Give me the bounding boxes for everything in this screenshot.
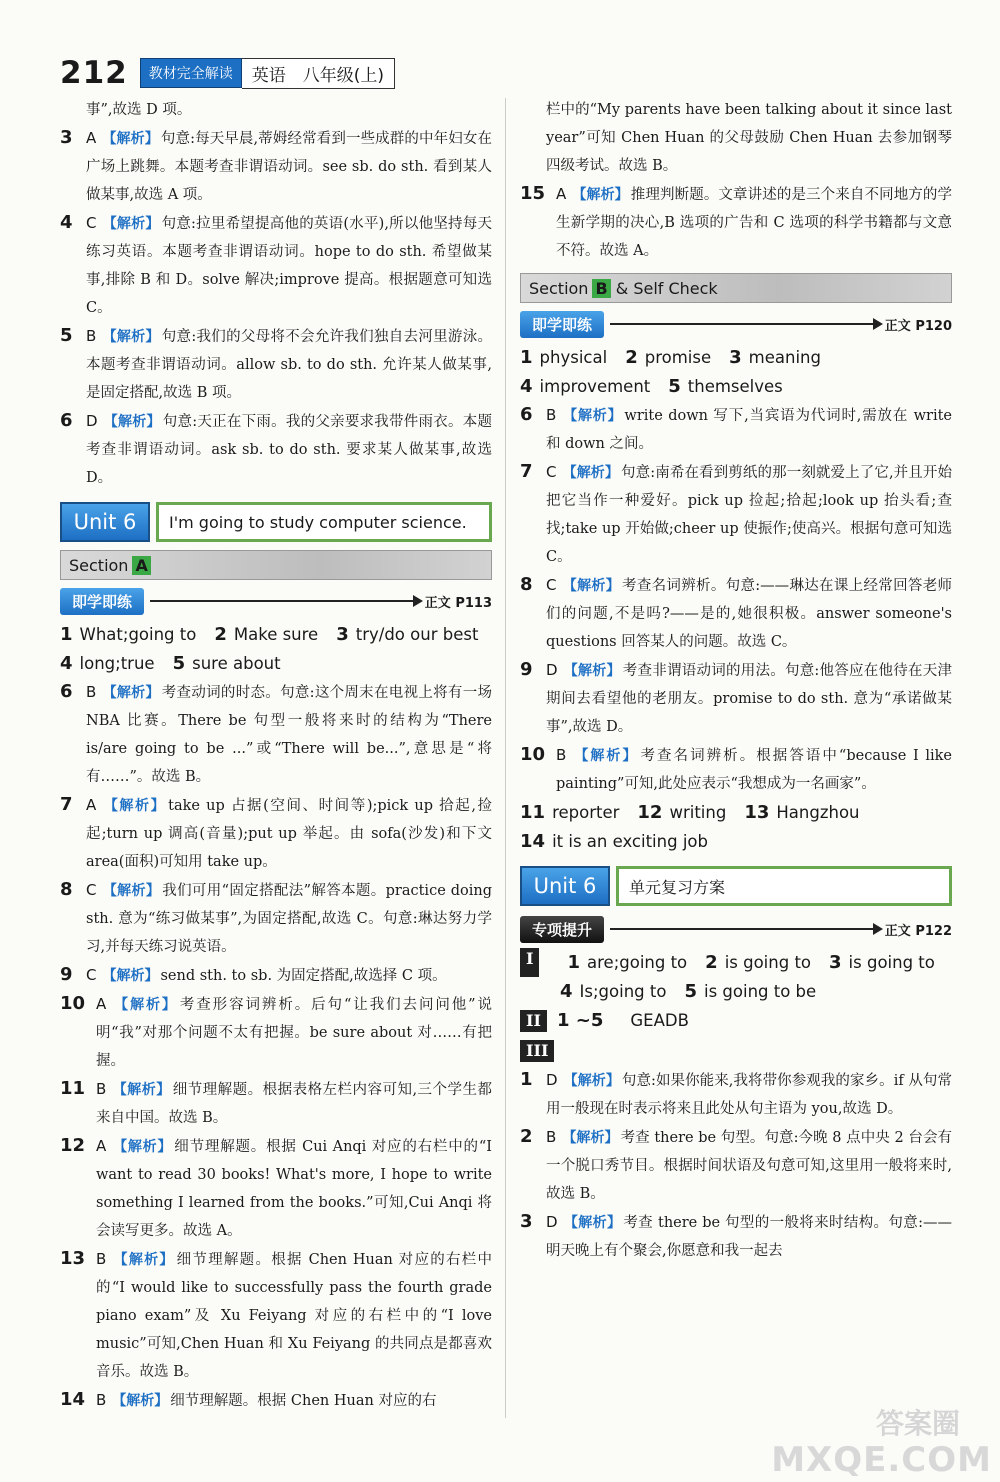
answer-item xyxy=(60,1132,492,1245)
item-answer: C xyxy=(546,463,557,481)
analysis-tag: 【解析】 xyxy=(102,216,160,232)
fill-answer: 3 meaning xyxy=(729,347,821,368)
answer-item xyxy=(60,1245,492,1386)
fill-answer: 4 improvement xyxy=(520,376,651,397)
analysis-tag: 【解析】 xyxy=(112,1252,175,1268)
answer-row xyxy=(520,343,952,372)
analysis-tag: 【解析】 xyxy=(572,748,639,764)
answer-list xyxy=(60,124,492,492)
item-number: 6 xyxy=(520,404,533,425)
item-number: 8 xyxy=(520,574,533,595)
answer-row xyxy=(520,827,952,856)
arrow-icon xyxy=(150,600,421,602)
analysis-tag: 【解析】 xyxy=(112,997,178,1013)
item-answer: D xyxy=(86,412,98,430)
fill-answer: 2 promise xyxy=(625,347,712,368)
answer-item xyxy=(520,458,952,571)
item-number: 10 xyxy=(520,744,546,765)
page-header xyxy=(60,56,395,90)
fill-answer: 3 try/do our best xyxy=(336,624,479,645)
unit-badge: Unit 6 xyxy=(520,866,610,906)
item-number: 9 xyxy=(60,964,73,985)
section-letter: A xyxy=(132,556,150,575)
fill-answer: 12 writing xyxy=(637,802,727,823)
item-explanation: 细节理解题。根据表格左栏内容可知,三个学生都来自中国。故选 B。 xyxy=(96,1082,492,1126)
item-explanation: 我们可用“固定搭配法”解答本题。practice doing sth. 意为“练习做某事”,为固定搭配,故选 C。句意:琳达努力学习,并每天练习说英语。 xyxy=(86,883,492,955)
item-answer: B xyxy=(546,1128,557,1146)
answer-item xyxy=(60,961,492,990)
item-answer: B xyxy=(556,746,567,764)
right-column xyxy=(520,96,952,1265)
fill-answer: 1 physical xyxy=(520,347,608,368)
part-three xyxy=(520,1036,952,1066)
item-number: 14 xyxy=(60,1389,86,1410)
practice-bar xyxy=(60,586,492,616)
fill-answer: 13 Hangzhou xyxy=(744,802,860,823)
item-answer: B xyxy=(96,1080,107,1098)
unit-title: 单元复习方案 xyxy=(616,866,952,906)
answer-list xyxy=(520,180,952,265)
item-answer: C xyxy=(86,966,97,984)
answer-row xyxy=(60,620,492,649)
item-explanation: 考查动词的时态。句意:这个周末在电视上将有一场 NBA 比赛。There be 句型一般将来时的结构为“There is/are going to be ...”或“There will be...”,意思是“将有……”。故选 B。 xyxy=(86,685,492,785)
item-number: 7 xyxy=(60,794,73,815)
answer-item xyxy=(60,1075,492,1132)
analysis-tag: 【解析】 xyxy=(102,968,159,984)
item-answer: A xyxy=(86,129,97,147)
answer-item xyxy=(60,209,492,322)
fill-answer: 4 long;true xyxy=(60,653,155,674)
analysis-tag: 【解析】 xyxy=(562,1130,619,1146)
item-explanation: 细节理解题。根据 Chen Huan 对应的右 xyxy=(170,1393,437,1409)
item-answer: A xyxy=(96,1137,107,1155)
answer-item xyxy=(520,401,952,458)
item-explanation: 考查非谓语动词的用法。句意:他答应在他待在天津期间去看望他的老朋友。promise to do sth. 意为“承诺做某事”,故选 D。 xyxy=(546,663,952,735)
analysis-tag: 【解析】 xyxy=(102,685,160,701)
answer-item xyxy=(520,1208,952,1265)
item-number: 13 xyxy=(60,1248,86,1269)
unit-badge: Unit 6 xyxy=(60,502,150,542)
fill-answer: 1 What;going to xyxy=(60,624,197,645)
analysis-tag: 【解析】 xyxy=(562,578,621,594)
answer-item xyxy=(520,571,952,656)
special-label: 专项提升 xyxy=(520,916,604,943)
fill-answer: 14 it is an exciting job xyxy=(520,831,708,852)
page-reference: 正文 P122 xyxy=(884,923,952,939)
item-number: 10 xyxy=(60,993,86,1014)
section-bar: Section B & Self Check xyxy=(520,273,952,303)
analysis-tag: 【解析】 xyxy=(102,329,160,345)
analysis-tag: 【解析】 xyxy=(103,414,161,430)
answer-item xyxy=(60,124,492,209)
column-divider xyxy=(505,98,506,1418)
answer-item xyxy=(60,876,492,961)
part-one xyxy=(520,948,952,1006)
fill-answer: 3 is going to xyxy=(829,952,935,973)
analysis-tag: 【解析】 xyxy=(562,408,623,424)
item-number: 4 xyxy=(60,212,73,233)
answer-item xyxy=(60,407,492,492)
answer-item xyxy=(60,678,492,791)
item-explanation: 考查形容词辨析。后句“让我们去问问他”说明“我”对那个问题不太有把握。be sure about 对……有把握。 xyxy=(96,997,493,1069)
item-number: 8 xyxy=(60,879,73,900)
answer-item xyxy=(520,1123,952,1208)
item-explanation: 句意:拉里希望提高他的英语(水平),所以他坚持每天练习英语。本题考查非谓语动词。hope to do sth. 希望做某事,排除 B 和 D。solve 解决;improve 提高。根据题意可知选 C。 xyxy=(86,216,492,316)
answer-row xyxy=(520,977,952,1006)
fill-answers xyxy=(60,620,492,678)
answer-list xyxy=(520,401,952,798)
unit-header xyxy=(60,502,492,542)
watermark: MXQE.COM xyxy=(771,1440,992,1480)
item-number: 6 xyxy=(60,681,73,702)
item-number: 3 xyxy=(60,127,73,148)
item-answer: C xyxy=(546,576,557,594)
watermark: 答案圈 xyxy=(875,1407,960,1440)
answer-row xyxy=(520,798,952,827)
analysis-tag: 【解析】 xyxy=(563,1073,620,1089)
page-reference: 正文 P113 xyxy=(424,595,492,611)
item-number: 12 xyxy=(60,1135,86,1156)
item-number: 7 xyxy=(520,461,533,482)
answer-item xyxy=(520,656,952,741)
item-answer: A xyxy=(86,796,97,814)
fill-answer: 5 themselves xyxy=(668,376,783,397)
roman-numeral: II xyxy=(520,1010,547,1032)
fill-answer: 5 is going to be xyxy=(684,981,817,1002)
page-reference: 正文 P120 xyxy=(884,318,952,334)
subject-label: 英语 八年级(上) xyxy=(242,58,395,89)
item-explanation: 句意:南希在看到剪纸的那一刻就爱上了它,并且开始把它当作一种爱好。pick up 捡起;拾起;look up 抬头看;查找;take up 开始做;cheer up 使振作;使高兴。根据句意可知选 C。 xyxy=(546,465,953,565)
answer-row xyxy=(520,372,952,401)
practice-label: 即学即练 xyxy=(60,588,144,615)
item-answer: D xyxy=(546,1071,558,1089)
item-explanation: 推理判断题。文章讲述的是三个来自不同地方的学生新学期的决心,B 选项的广告和 C 选项的科学书籍都与文意不符。故选 A。 xyxy=(556,187,953,259)
unit-title: I'm going to study computer science. xyxy=(156,502,492,542)
analysis-tag: 【解析】 xyxy=(112,1082,171,1098)
item-answer: D xyxy=(546,661,558,679)
analysis-tag: 【解析】 xyxy=(563,1215,622,1231)
item-explanation: 考查名词辨析。根据答语中“because I like painting”可知,此处应表示“我想成为一名画家”。 xyxy=(556,748,952,792)
fill-answer: 1 are;going to xyxy=(567,952,688,973)
item-number: 11 xyxy=(60,1078,86,1099)
fill-answers xyxy=(520,798,952,856)
item-answer: C xyxy=(86,881,97,899)
analysis-tag: 【解析】 xyxy=(562,465,620,481)
answer-item xyxy=(520,180,952,265)
item-explanation: 句意:我们的父母将不会允许我们独自去河里游泳。本题考查非谓语动词。allow sb. to do sth. 允许某人做某事,是固定搭配,故选 B 项。 xyxy=(86,329,492,401)
item-number: 5 xyxy=(60,325,73,346)
analysis-tag: 【解析】 xyxy=(102,131,159,147)
analysis-tag: 【解析】 xyxy=(112,1139,173,1155)
fill-answer: 11 reporter xyxy=(520,802,620,823)
answer-row xyxy=(520,948,952,977)
item-explanation: 考查名词辨析。句意:——琳达在课上经常回答老师们的问题,不是吗?——是的,她很积极。answer someone's questions 回答某人的问题。故选 C。 xyxy=(546,578,952,650)
section-bar: Section A xyxy=(60,550,492,580)
item-explanation: 细节理解题。根据 Chen Huan 对应的右栏中的“I would like to successfully pass the fourth grade piano exam”及 Xu Feiyang 对应的右栏中的“I love music”可知,Chen Huan 和 Xu Feiyang 的共同点是都喜欢音乐。故选 B。 xyxy=(96,1252,492,1380)
part-two: II 1 ~5 GEADB xyxy=(520,1006,952,1036)
item-explanation: take up 占据(空间、时间等);pick up 拾起,捡起;turn up 调高(音量);put up 举起。由 sofa(沙发)和下文 area(面积)可知用 take up。 xyxy=(86,798,493,870)
item-explanation: 细节理解题。根据 Cui Anqi 对应的右栏中的“I want to read 30 books! What's more, I hope to write something I learned from the books.”可知,Cui Anqi 将会读写更多。故选 A。 xyxy=(96,1139,492,1239)
item-answer: C xyxy=(86,214,97,232)
fill-answer: 2 is going to xyxy=(705,952,812,973)
item-explanation: 句意:天正在下雨。我的父亲要求我带件雨衣。本题考查非谓语动词。ask sb. to do sth. 要求某人做某事,故选 D。 xyxy=(86,414,492,486)
fill-answer: 5 sure about xyxy=(172,653,281,674)
item-answer: B xyxy=(86,683,97,701)
fill-answer: 4 Is;going to xyxy=(560,981,667,1002)
analysis-tag: 【解析】 xyxy=(563,663,621,679)
roman-numeral: I xyxy=(520,948,539,977)
item-number: 9 xyxy=(520,659,533,680)
analysis-tag: 【解析】 xyxy=(112,1393,169,1409)
unit-header xyxy=(520,866,952,906)
item-explanation: 考查 there be 句型。句意:今晚 8 点中央 2 台会有一个脱口秀节目。根据时间状语及句意可知,这里用一般将来时,故选 B。 xyxy=(546,1130,952,1202)
item-explanation: send sth. to sb. 为固定搭配,故选择 C 项。 xyxy=(160,968,447,984)
item-number: 1 xyxy=(520,1069,533,1090)
continued-text: 栏中的“My parents have been talking about it since last year”可知 Chen Huan 的父母鼓励 Chen Huan 去参加钢琴四级考试。故选 B。 xyxy=(546,102,952,174)
item-number: 2 xyxy=(520,1126,533,1147)
answer-item xyxy=(60,1386,492,1415)
item-explanation: 考查 there be 句型的一般将来时结构。句意:——明天晚上有个聚会,你愿意和我一起去 xyxy=(546,1215,952,1259)
answer-item xyxy=(520,741,952,798)
item-answer: B xyxy=(96,1391,107,1409)
item-number: 6 xyxy=(60,410,73,431)
item-explanation: 句意:如果你能来,我将带你参观我的家乡。if 从句常用一般现在时表示将来且此处从句主语为 you,故选 D。 xyxy=(546,1073,952,1117)
practice-label: 即学即练 xyxy=(520,311,604,338)
item-explanation: 句意:每天早晨,蒂姆经常看到一些成群的中年妇女在广场上跳舞。本题考查非谓语动词。see sb. do sth. 看到某人做某事,故选 A 项。 xyxy=(86,131,492,203)
analysis-tag: 【解析】 xyxy=(102,883,161,899)
answer-list xyxy=(60,678,492,1415)
item-answer: A xyxy=(556,185,567,203)
fill-answers xyxy=(520,343,952,401)
book-title: 教材完全解读 xyxy=(140,58,242,88)
item-answer: D xyxy=(546,1213,558,1231)
item-number: 15 xyxy=(520,183,546,204)
item-answer: B xyxy=(86,327,97,345)
answer-item xyxy=(60,990,492,1075)
roman-numeral: III xyxy=(520,1040,554,1062)
item-answer: A xyxy=(96,995,107,1013)
item-answer: B xyxy=(546,406,557,424)
section-letter: B xyxy=(592,279,610,298)
analysis-tag: 【解析】 xyxy=(572,187,629,203)
practice-bar xyxy=(520,309,952,339)
page-number: 212 xyxy=(60,55,128,91)
answer-row xyxy=(60,649,492,678)
left-column xyxy=(60,96,492,1415)
answer-item xyxy=(60,791,492,876)
analysis-tag: 【解析】 xyxy=(102,798,167,814)
item-explanation: write down 写下,当宾语为代词时,需放在 write 和 down 之间。 xyxy=(546,408,952,452)
item-answer: B xyxy=(96,1250,107,1268)
arrow-icon xyxy=(610,323,881,325)
arrow-icon xyxy=(610,928,881,930)
fill-answer: 2 Make sure xyxy=(214,624,319,645)
answer-item xyxy=(60,322,492,407)
continued-text: 事”,故选 D 项。 xyxy=(86,102,192,118)
item-number: 3 xyxy=(520,1211,533,1232)
answer-list xyxy=(520,1066,952,1265)
special-bar xyxy=(520,914,952,944)
answer-item xyxy=(520,1066,952,1123)
